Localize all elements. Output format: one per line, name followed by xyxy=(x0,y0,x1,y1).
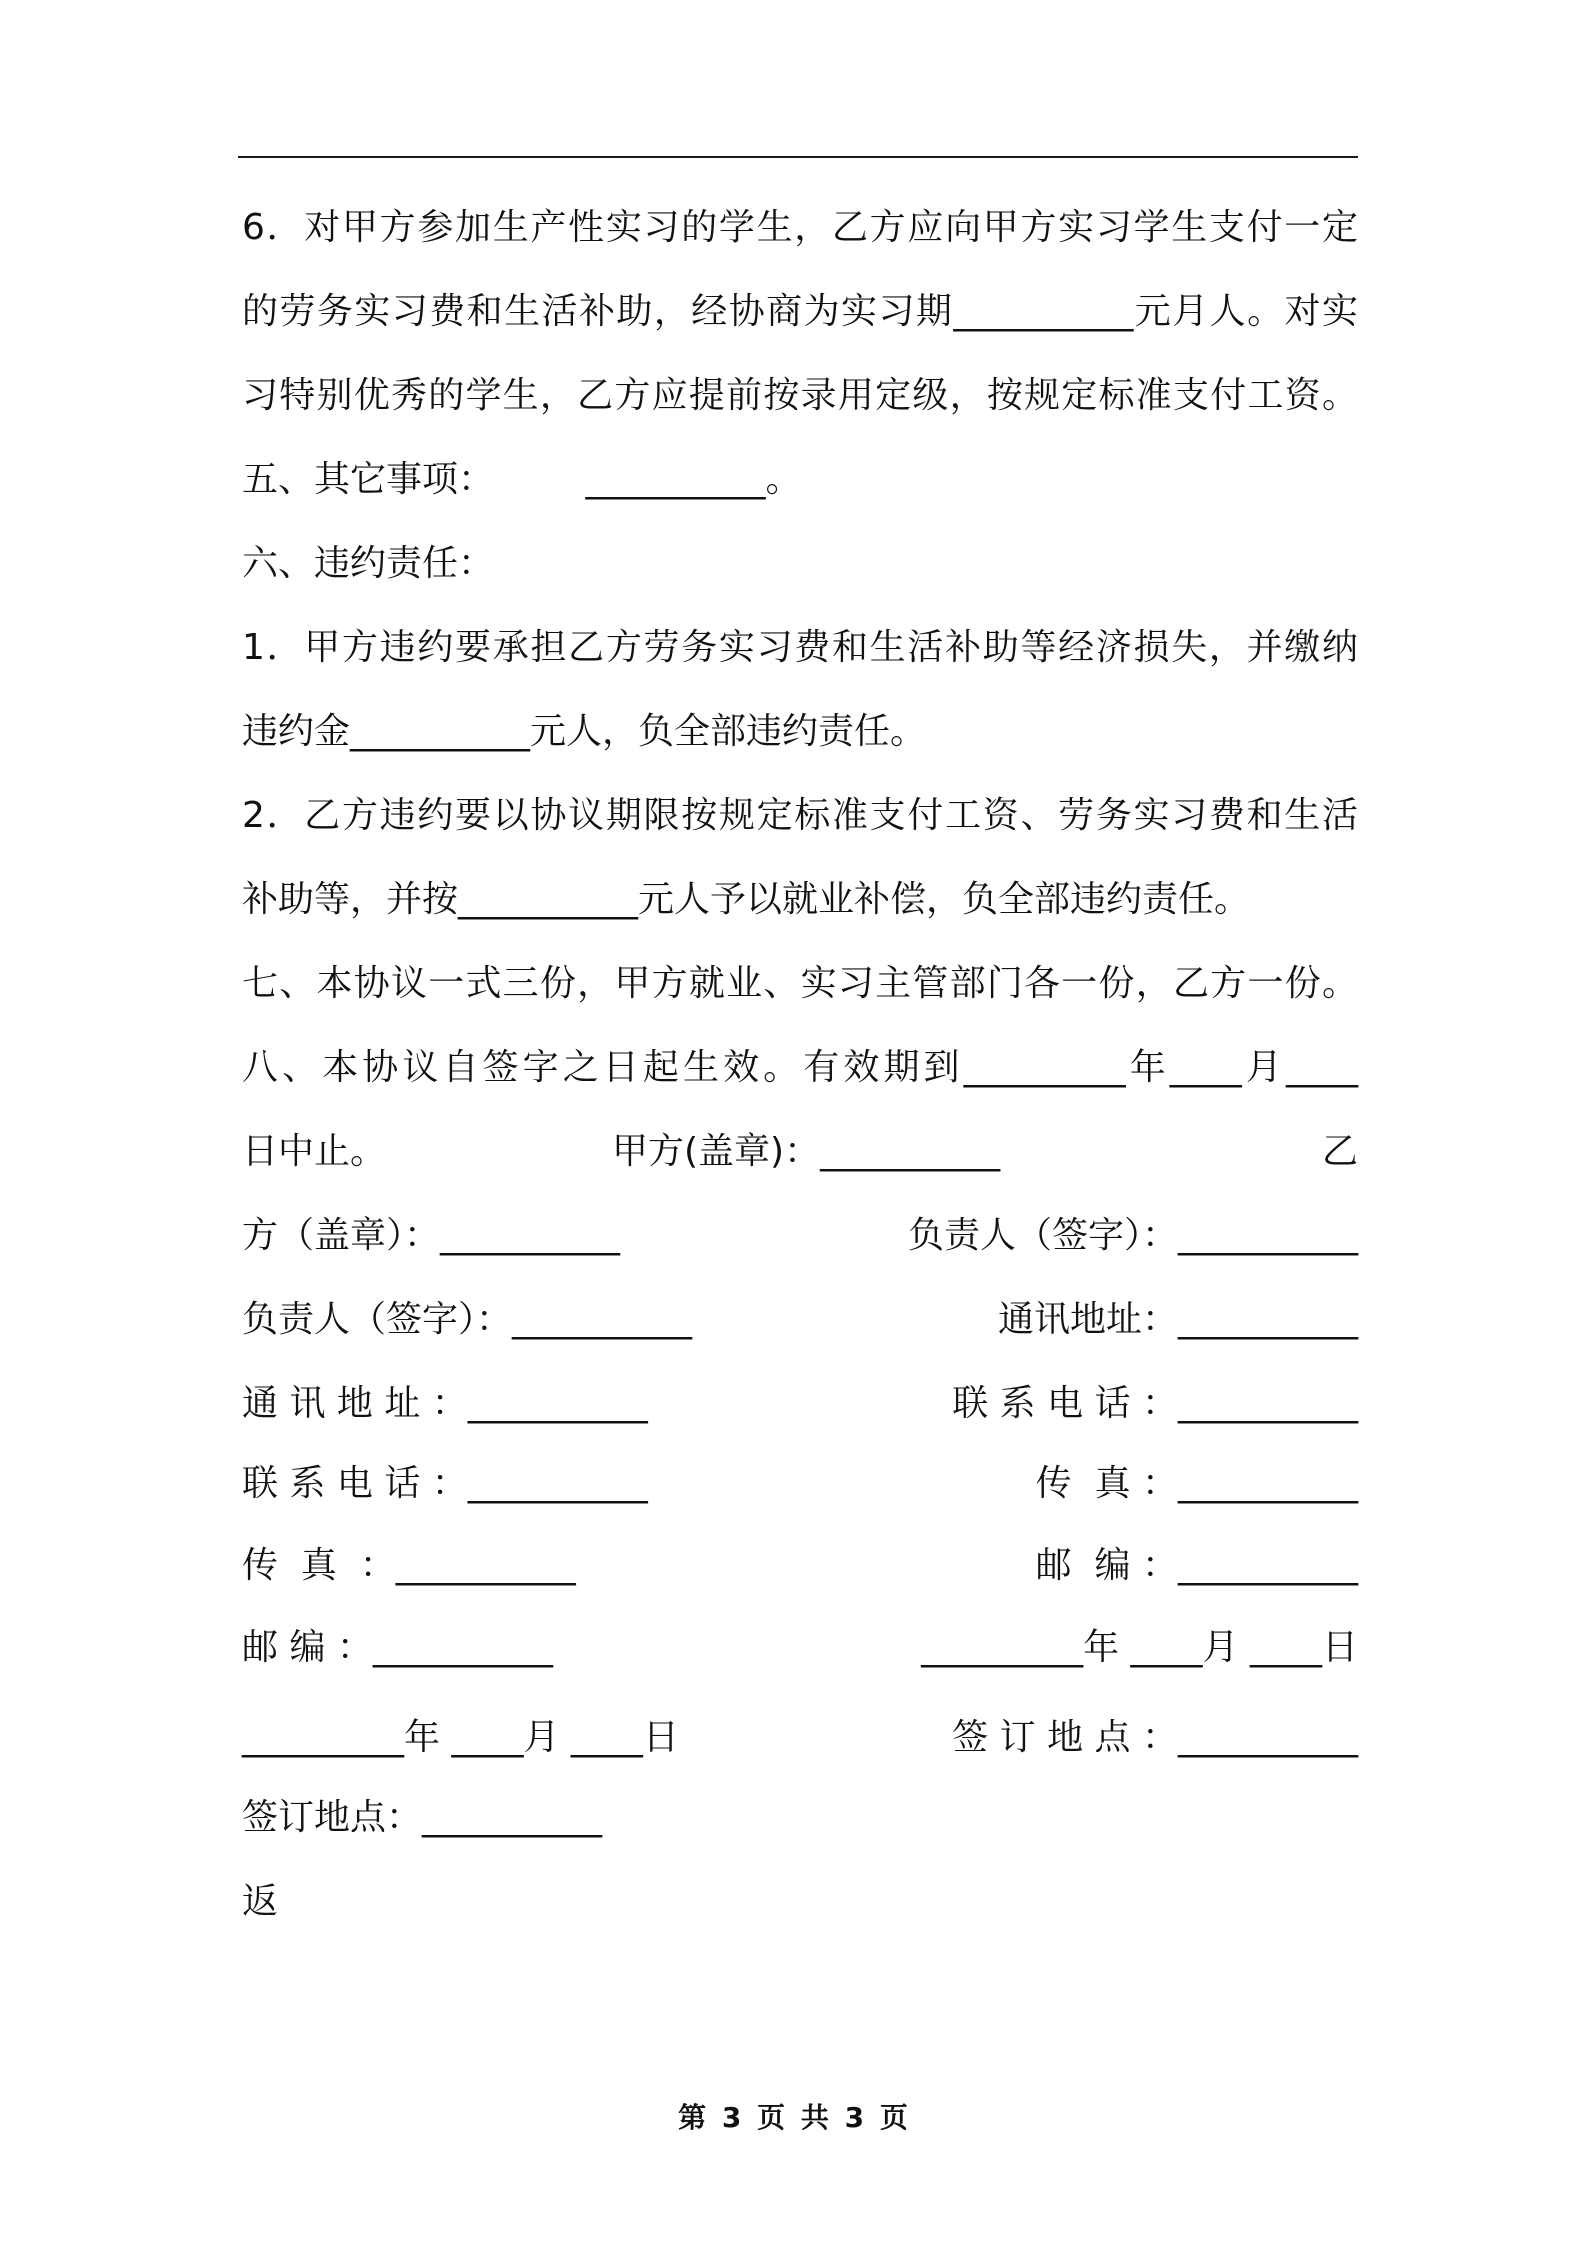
party-a-seal-field: 甲方(盖章)：__________ xyxy=(612,1131,1001,1172)
signature-row-4 xyxy=(242,1380,1358,1428)
party-a-date-field: _________年 ____月 ____日 xyxy=(921,1627,1358,1668)
party-a-fax-field: 传 真 ：__________ xyxy=(1035,1463,1358,1504)
section-seven-copies: 七、本协议一式三份，甲方就业、实习主管部门各一份，乙方一份。 xyxy=(242,963,1358,1004)
breach-party-b-line-1: 2．乙方违约要以协议期限按规定标准支付工资、劳务实习费和生活 xyxy=(242,795,1358,836)
clause-line-2: 的劳务实习费和生活补助，经协商为实习期__________元月人。对实 xyxy=(242,291,1358,332)
party-b-address-field: 通 讯 地 址 ：__________ xyxy=(242,1383,648,1424)
party-a-signing-place-field: 签 订 地 点 ：__________ xyxy=(952,1717,1358,1758)
section-five-other-matters: 五、其它事项： __________。 xyxy=(242,459,802,500)
clause-line-3: 习特别优秀的学生，乙方应提前按录用定级，按规定标准支付工资。 xyxy=(242,375,1358,416)
section-eight-validity: 八、本协议自签字之日起生效。有效期到_________年____月____ xyxy=(242,1047,1358,1088)
clause-line-1: 6．对甲方参加生产性实习的学生，乙方应向甲方实习学生支付一定 xyxy=(242,207,1358,248)
signature-row-6 xyxy=(242,1542,1358,1590)
header-rule xyxy=(238,156,1358,158)
signature-row-1 xyxy=(242,1128,1358,1176)
signature-row-7 xyxy=(242,1624,1358,1672)
party-b-date-field: _________年 ____月 ____日 xyxy=(242,1717,679,1758)
party-b-fax-field: 传 真 ：__________ xyxy=(242,1545,576,1586)
breach-party-a-line-1: 1．甲方违约要承担乙方劳务实习费和生活补助等经济损失，并缴纳 xyxy=(242,627,1358,668)
party-a-responsible-signature: 负责人（签字）：__________ xyxy=(907,1215,1358,1256)
party-a-postcode-field: 邮 编 ：__________ xyxy=(1035,1545,1358,1586)
party-b-seal-field: 方（盖章）：__________ xyxy=(242,1215,621,1256)
party-a-address-field: 通讯地址：__________ xyxy=(997,1299,1358,1340)
signature-row-2 xyxy=(242,1212,1358,1260)
trailing-text: 返 xyxy=(242,1881,279,1922)
signature-row-10 xyxy=(242,1878,1358,1926)
party-b-phone-field: 联 系 电 话 ：__________ xyxy=(242,1463,648,1504)
breach-party-a-line-2: 违约金__________元人，负全部违约责任。 xyxy=(242,711,927,752)
party-a-phone-field: 联 系 电 话 ：__________ xyxy=(952,1383,1358,1424)
signature-row-5 xyxy=(242,1460,1358,1508)
page-number: 第 3 页 共 3 页 xyxy=(678,2101,908,2134)
signature-row-3 xyxy=(242,1296,1358,1344)
party-b-responsible-signature: 负责人（签字）：__________ xyxy=(242,1299,693,1340)
party-b-signing-place-field: 签订地点：__________ xyxy=(242,1797,603,1838)
signature-row-9 xyxy=(242,1794,1358,1842)
party-b-label-start: 乙 xyxy=(1321,1131,1358,1172)
termination-text: 日中止。 xyxy=(242,1131,387,1172)
signature-row-8 xyxy=(242,1714,1358,1762)
section-six-heading: 六、违约责任： xyxy=(242,543,495,584)
party-b-postcode-field: 邮 编 ：__________ xyxy=(242,1627,553,1668)
breach-party-b-line-2: 补助等，并按__________元人予以就业补偿，负全部违约责任。 xyxy=(242,879,1251,920)
